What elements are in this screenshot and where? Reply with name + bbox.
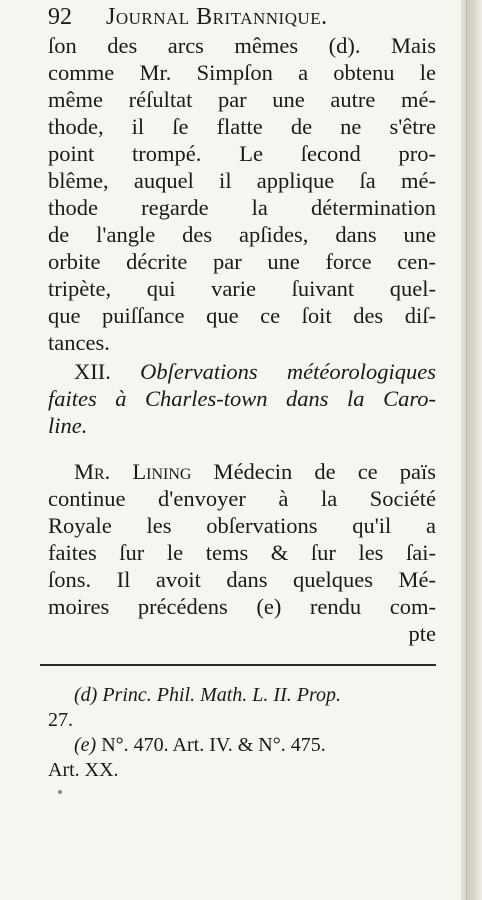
text-line: de l'angle des apſides, dans une [48,222,436,247]
text-line: orbite décrite par une force cen- [48,249,436,274]
text-line: tripète, qui varie ſuivant quel- [48,276,436,301]
author-name: Mr. Lining [74,459,192,484]
catchword: pte [408,621,436,646]
section-title: Obſervations météorologiques [140,359,436,384]
section-number: XII. [74,359,111,384]
section-title-line [48,358,436,385]
section-title-line: line. [48,413,88,438]
text-line: continue d'envoyer à la Société [48,486,436,511]
paragraph-simpson [48,32,436,356]
footnote-text: Princ. Phil. Math. L. II. Prop. [102,684,342,706]
text-line: Royale les obſervations qu'il a [48,513,436,538]
text-line: faites ſur le tems & ſur les ſai- [48,540,436,565]
text-line: point trompé. Le ſecond pro- [48,141,436,166]
text-line [48,458,436,485]
footnote-marker: (d) [74,684,98,706]
page-header [48,2,438,32]
footnote-cont: Art. XX. [48,759,119,781]
footnote-e [48,733,448,758]
text-line: comme Mr. Simpſon a obtenu le [48,60,436,85]
text-span: Médecin de ce païs [191,459,437,484]
footnote-text: N°. 470. Art. IV. & N°. 475. [101,734,326,756]
text-line: que puiſſance que ce ſoit des diſ- [48,303,436,328]
text-line: moires précédens (e) rendu com- [48,594,436,619]
section-title-line: faites à Charles-town dans la Caro- [48,386,436,411]
text-line: ſons. Il avoit dans quelques Mé- [48,567,436,592]
ink-speck [58,790,62,794]
running-title: Journal Britannique. [106,4,328,30]
text-line: ſon des arcs mêmes (d). Mais [48,33,436,58]
text-line: thode, il ſe flatte de ne s'être [48,114,436,139]
page-number: 92 [48,4,72,30]
page-edge-line [466,0,467,900]
footnote-rule [40,664,436,666]
footnote-cont: 27. [48,709,73,731]
text-line: thode regarde la détermination [48,195,436,220]
paragraph-lining [48,458,436,647]
section-heading [48,358,436,439]
text-line: blême, auquel il applique ſa mé- [48,168,436,193]
text-line: même réſultat par une autre mé- [48,87,436,112]
footnote-marker: (e) [74,734,97,756]
page-edge [461,0,482,900]
footnote-d [48,683,448,708]
text-line: tances. [48,330,110,355]
footnotes [48,683,448,783]
